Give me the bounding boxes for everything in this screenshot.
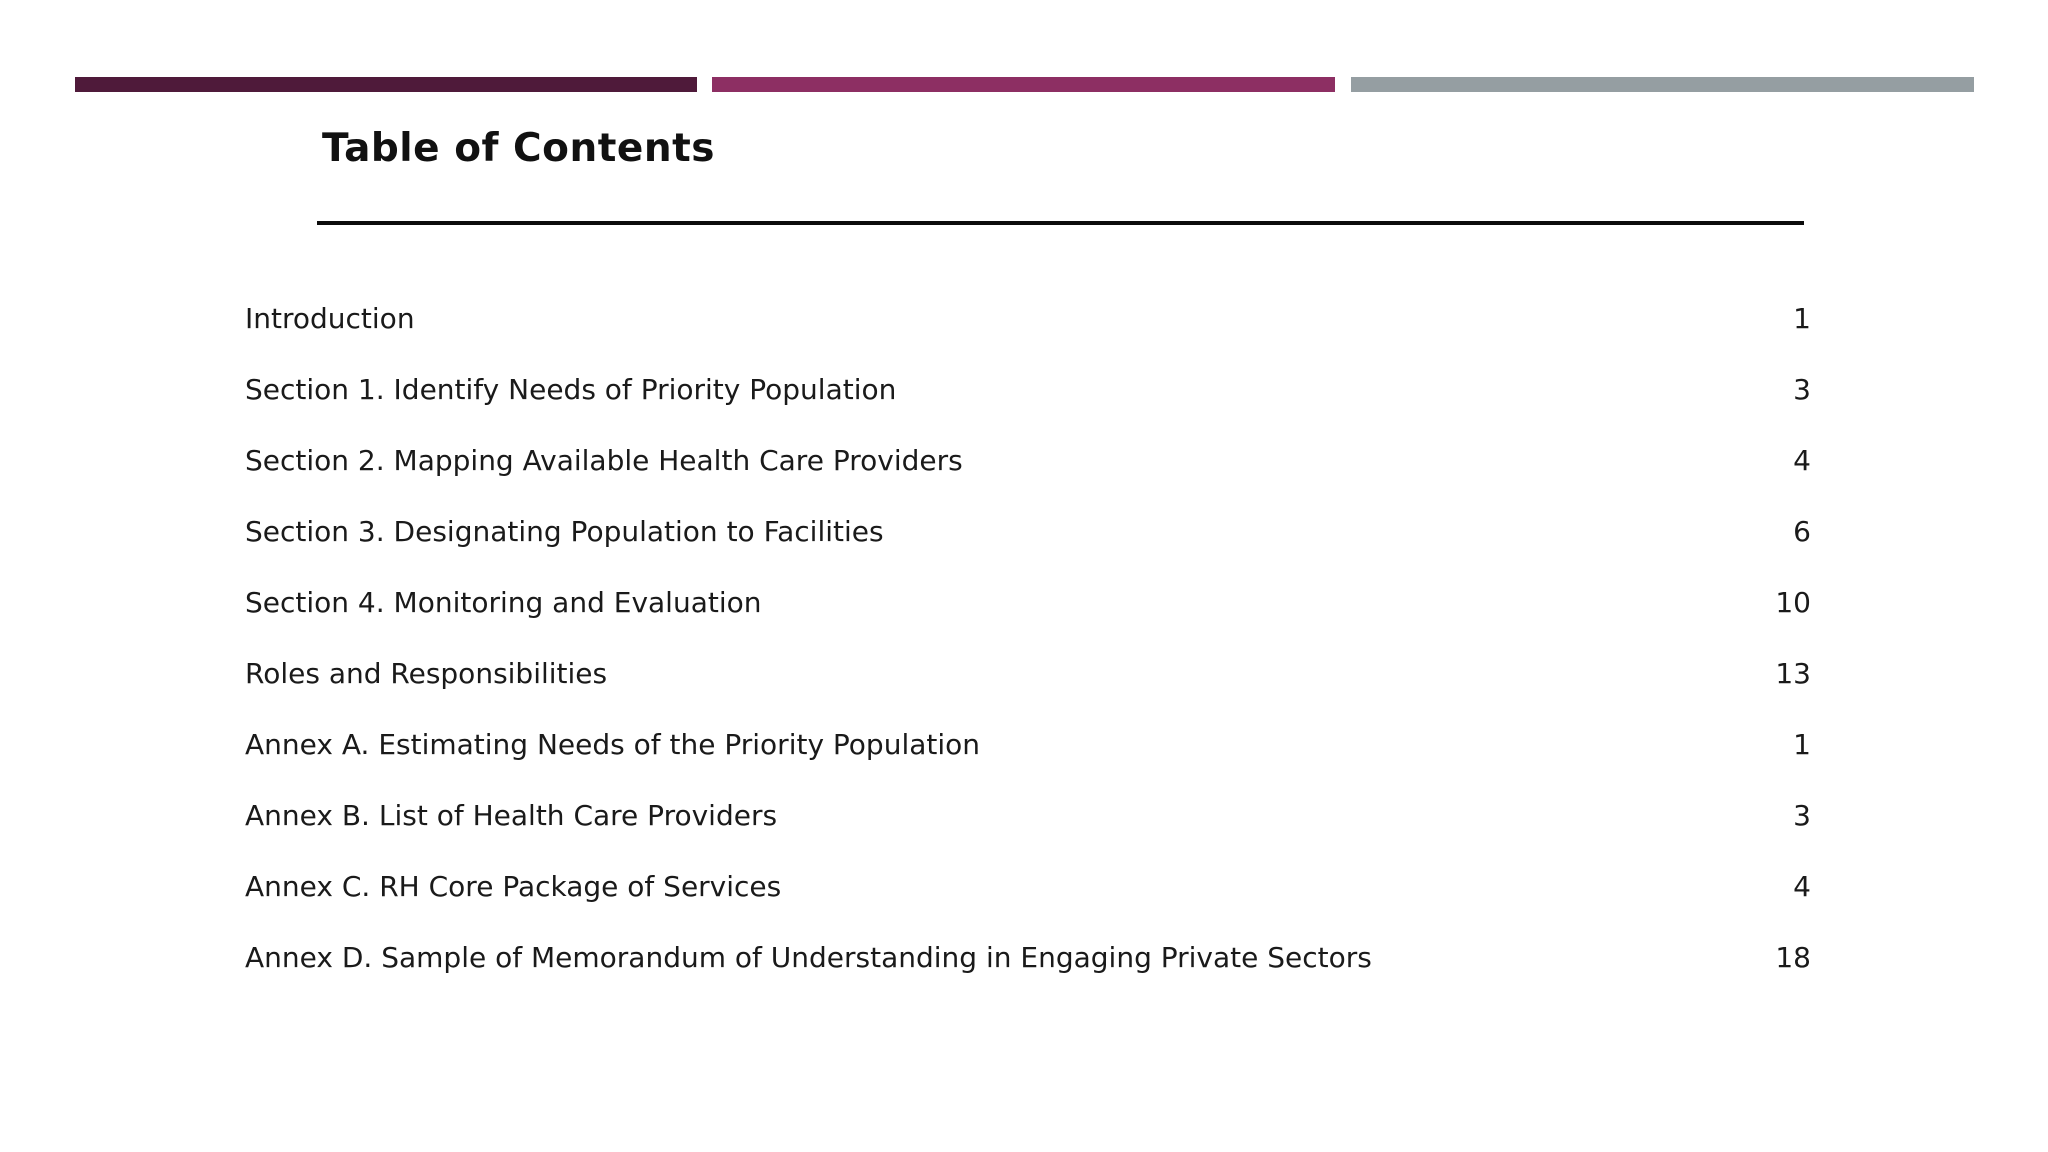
toc-entry-label: Annex C. RH Core Package of Services bbox=[245, 870, 782, 903]
toc-entry-label: Annex A. Estimating Needs of the Priority Population bbox=[245, 728, 981, 761]
accent-bar-plum bbox=[75, 77, 697, 92]
toc-entry-page: 1 bbox=[1793, 728, 1811, 761]
page-title: Table of Contents bbox=[322, 126, 715, 171]
toc-entry bbox=[245, 567, 1811, 638]
toc-entry-label: Annex B. List of Health Care Providers bbox=[245, 799, 778, 832]
toc-entry bbox=[245, 354, 1811, 425]
toc-entry-label: Section 2. Mapping Available Health Care Providers bbox=[245, 444, 963, 477]
toc-entry-label: Introduction bbox=[245, 302, 415, 335]
toc-entry bbox=[245, 922, 1811, 993]
toc-entry bbox=[245, 709, 1811, 780]
toc-entry-label: Section 1. Identify Needs of Priority Population bbox=[245, 373, 897, 406]
toc-entry bbox=[245, 780, 1811, 851]
toc-entry-page: 13 bbox=[1775, 657, 1811, 690]
toc-entry-label: Roles and Responsibilities bbox=[245, 657, 608, 690]
toc-entry-page: 3 bbox=[1793, 373, 1811, 406]
toc-entry-page: 6 bbox=[1793, 515, 1811, 548]
toc-entry-label: Annex D. Sample of Memorandum of Understanding in Engaging Private Sectors bbox=[245, 941, 1372, 974]
accent-bar-gray bbox=[1351, 77, 1974, 92]
toc-entry-page: 10 bbox=[1775, 586, 1811, 619]
toc-entry bbox=[245, 283, 1811, 354]
toc-list bbox=[245, 283, 1811, 993]
title-divider bbox=[317, 221, 1804, 225]
toc-entry bbox=[245, 425, 1811, 496]
toc-entry-page: 3 bbox=[1793, 799, 1811, 832]
toc-entry-label: Section 4. Monitoring and Evaluation bbox=[245, 586, 762, 619]
toc-entry bbox=[245, 851, 1811, 922]
toc-entry-page: 18 bbox=[1775, 941, 1811, 974]
toc-entry bbox=[245, 496, 1811, 567]
toc-entry-label: Section 3. Designating Population to Facilities bbox=[245, 515, 884, 548]
toc-entry-page: 4 bbox=[1793, 870, 1811, 903]
toc-entry bbox=[245, 638, 1811, 709]
toc-entry-page: 1 bbox=[1793, 302, 1811, 335]
accent-bar-magenta bbox=[712, 77, 1335, 92]
toc-entry-page: 4 bbox=[1793, 444, 1811, 477]
